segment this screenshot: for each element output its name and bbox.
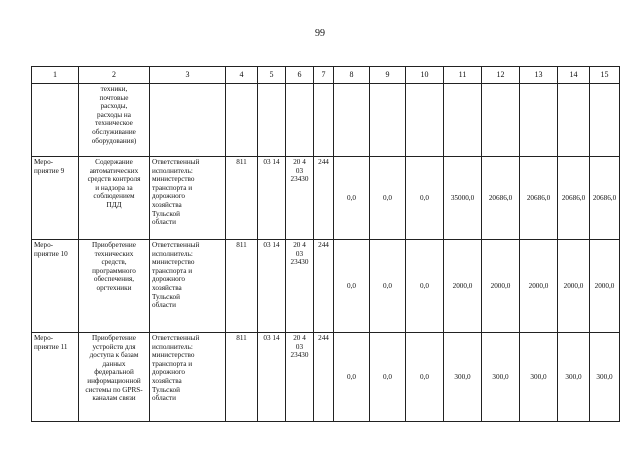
value-cell: 300,0 (590, 333, 620, 422)
value-cell: 0,0 (370, 333, 406, 422)
table-cell (314, 84, 334, 157)
table-cell: техники, почтовые расходы, расходы на техническое обслуживание оборудования) (79, 84, 150, 157)
code-cell: 03 14 (258, 157, 286, 240)
activity-name-cell: Приобретение технических средств, программного обеспечения, оргтехники (79, 240, 150, 333)
table-row-continuation (32, 84, 620, 157)
table-row (32, 240, 620, 333)
header-cell: 9 (370, 67, 406, 84)
code-cell: 811 (226, 240, 258, 333)
value-cell: 35000,0 (444, 157, 482, 240)
table-cell (226, 84, 258, 157)
activity-number-cell: Меро- приятие 11 (32, 333, 79, 422)
value-cell: 2000,0 (520, 240, 558, 333)
value-cell: 0,0 (334, 157, 370, 240)
header-cell: 1 (32, 67, 79, 84)
code-cell: 244 (314, 333, 334, 422)
value-cell: 0,0 (370, 240, 406, 333)
value-cell: 2000,0 (558, 240, 590, 333)
header-row (32, 67, 620, 84)
value-cell: 20686,0 (558, 157, 590, 240)
value-cell: 2000,0 (590, 240, 620, 333)
table-cell (590, 84, 620, 157)
header-cell: 11 (444, 67, 482, 84)
table-row (32, 333, 620, 422)
table-cell (370, 84, 406, 157)
table-cell (520, 84, 558, 157)
code-cell: 811 (226, 157, 258, 240)
header-cell: 14 (558, 67, 590, 84)
activity-name-cell: Приобретение устройств для доступа к базам данных федеральной информационной системы по GPRS- каналам связи (79, 333, 150, 422)
table-cell (286, 84, 314, 157)
code-cell: 03 14 (258, 333, 286, 422)
value-cell: 0,0 (406, 333, 444, 422)
table-cell (150, 84, 226, 157)
header-cell: 5 (258, 67, 286, 84)
header-cell: 13 (520, 67, 558, 84)
value-cell: 20686,0 (520, 157, 558, 240)
value-cell: 0,0 (406, 157, 444, 240)
header-cell: 3 (150, 67, 226, 84)
header-cell: 4 (226, 67, 258, 84)
executor-cell: Ответственный исполнитель: министерство транспорта и дорожного хозяйства Тульской области (150, 240, 226, 333)
value-cell: 300,0 (482, 333, 520, 422)
value-cell: 2000,0 (444, 240, 482, 333)
code-cell: 03 14 (258, 240, 286, 333)
activity-name-cell: Содержание автоматических средств контроля и надзора за соблюдением ПДД (79, 157, 150, 240)
executor-cell: Ответственный исполнитель: министерство транспорта и дорожного хозяйства Тульской области (150, 333, 226, 422)
value-cell: 0,0 (406, 240, 444, 333)
value-cell: 20686,0 (482, 157, 520, 240)
code-cell: 20 4 03 23430 (286, 333, 314, 422)
value-cell: 0,0 (334, 240, 370, 333)
value-cell: 300,0 (520, 333, 558, 422)
header-cell: 7 (314, 67, 334, 84)
code-cell: 811 (226, 333, 258, 422)
code-cell: 244 (314, 240, 334, 333)
table-cell (334, 84, 370, 157)
header-cell: 15 (590, 67, 620, 84)
code-cell: 20 4 03 23430 (286, 240, 314, 333)
header-cell: 2 (79, 67, 150, 84)
activity-number-cell: Меро- приятие 9 (32, 157, 79, 240)
value-cell: 0,0 (334, 333, 370, 422)
table-cell (482, 84, 520, 157)
header-cell: 12 (482, 67, 520, 84)
value-cell: 0,0 (370, 157, 406, 240)
page-number: 99 (315, 28, 325, 39)
budget-table (31, 66, 620, 422)
activity-number-cell: Меро- приятие 10 (32, 240, 79, 333)
header-cell: 8 (334, 67, 370, 84)
code-cell: 244 (314, 157, 334, 240)
table-cell (258, 84, 286, 157)
value-cell: 300,0 (558, 333, 590, 422)
table-cell (406, 84, 444, 157)
value-cell: 300,0 (444, 333, 482, 422)
executor-cell: Ответственный исполнитель: министерство транспорта и дорожного хозяйства Тульской области (150, 157, 226, 240)
table-cell (558, 84, 590, 157)
header-cell: 10 (406, 67, 444, 84)
value-cell: 20686,0 (590, 157, 620, 240)
code-cell: 20 4 03 23430 (286, 157, 314, 240)
table-cell (444, 84, 482, 157)
table-row (32, 157, 620, 240)
table-cell (32, 84, 79, 157)
header-cell: 6 (286, 67, 314, 84)
value-cell: 2000,0 (482, 240, 520, 333)
